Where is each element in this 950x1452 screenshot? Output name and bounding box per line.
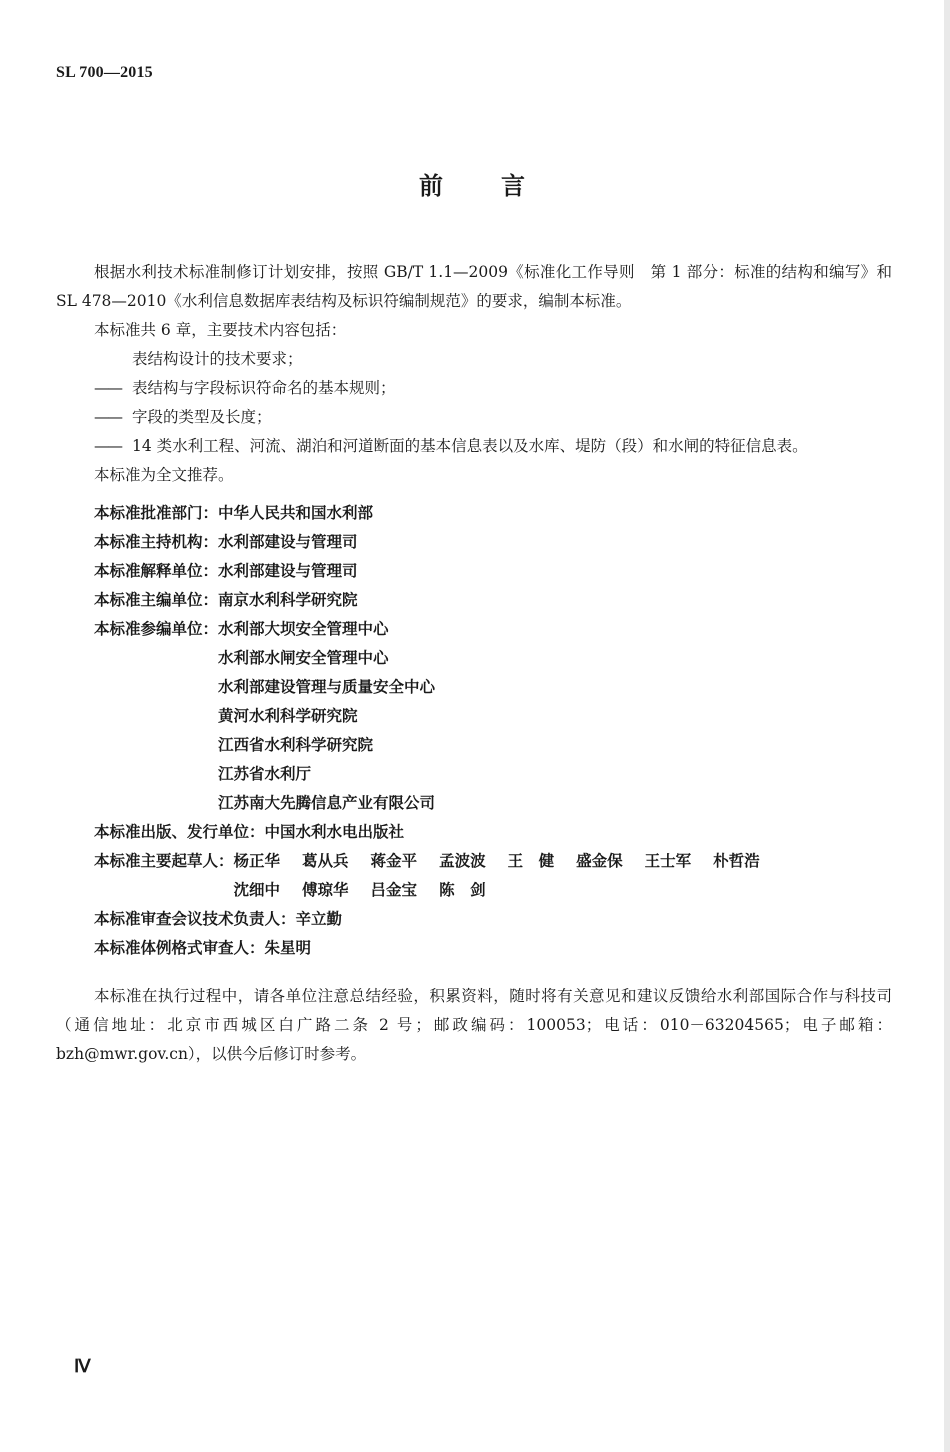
- title-char-2: 言: [501, 171, 525, 200]
- title-char-1: 前: [419, 171, 443, 200]
- dash-mark: ——: [94, 408, 121, 426]
- drafter-name: 孟波波: [439, 851, 486, 870]
- drafter-name: 吕金宝: [370, 880, 418, 899]
- drafters-line-2: [234, 875, 782, 904]
- participant-unit: 水利部大坝安全管理中心: [218, 619, 389, 638]
- participant-row: [56, 614, 892, 817]
- drafters-line-1: [234, 846, 782, 875]
- review-row: [56, 904, 892, 933]
- participant-unit: 黄河水利科学研究院: [218, 706, 358, 725]
- participant-unit: 水利部水闸安全管理中心: [218, 648, 389, 667]
- drafters-label: 本标准主要起草人：: [94, 851, 234, 870]
- participant-label: 本标准参编单位：: [94, 619, 219, 638]
- publisher-value: 中国水利水电出版社: [264, 822, 405, 841]
- drafter-name: 葛从兵: [302, 851, 349, 870]
- intro-paragraph-3: 本标准为全文推荐。: [94, 466, 234, 484]
- content-item-text: 表结构与字段标识符命名的基本规则；: [132, 379, 396, 397]
- chief-editor-label: 本标准主编单位：: [94, 590, 219, 609]
- content-item-text: 字段的类型及长度；: [132, 408, 272, 426]
- drafter-name: 王 健: [507, 851, 555, 870]
- drafter-name: 傅琼华: [302, 880, 349, 899]
- publisher-label: 本标准出版、发行单位：: [94, 822, 265, 841]
- content-item-2: [56, 374, 892, 403]
- document-code: SL 700—2015: [56, 64, 153, 81]
- host-value: 水利部建设与管理司: [218, 532, 358, 551]
- drafter-name: 杨正华: [233, 851, 281, 870]
- dash-mark: ——: [94, 379, 121, 397]
- page-title: [0, 166, 944, 201]
- participant-unit: 江苏南大先腾信息产业有限公司: [218, 793, 436, 812]
- review-label: 本标准审查会议技术负责人：: [94, 909, 296, 928]
- content-item-4: [56, 432, 892, 461]
- interpret-value: 水利部建设与管理司: [218, 561, 358, 580]
- review-value: 辛立勤: [295, 909, 343, 928]
- chief-editor-value: 南京水利科学研究院: [218, 590, 358, 609]
- host-row: [56, 527, 892, 556]
- approval-value: 中华人民共和国水利部: [218, 503, 374, 522]
- drafters-row: [56, 846, 892, 904]
- host-label: 本标准主持机构：: [94, 532, 219, 551]
- approval-row: [56, 498, 892, 527]
- approval-label: 本标准批准部门：: [94, 503, 219, 522]
- format-review-label: 本标准体例格式审查人：: [94, 938, 265, 957]
- intro-paragraph-2: 本标准共 6 章，主要技术内容包括：: [94, 321, 347, 339]
- intro-paragraph-1: 根据水利技术标准制修订计划安排，按照 GB/T 1.1—2009《标准化工作导则 第 1 部分：标准的结构和编写》和 SL 478—2010《水利信息数据库表结构及标识符编制规范》的要求，编制本标准。: [56, 263, 892, 310]
- chief-editor-row: [56, 585, 892, 614]
- participant-unit: 江西省水利科学研究院: [218, 735, 374, 754]
- drafter-name: 沈细中: [233, 880, 281, 899]
- drafter-name: 朴哲浩: [713, 851, 760, 870]
- dash-mark: ——: [94, 437, 121, 455]
- drafter-name: 王士军: [644, 851, 692, 870]
- document-body: [56, 258, 892, 1069]
- interpret-label: 本标准解释单位：: [94, 561, 219, 580]
- content-item-text: 14 类水利工程、河流、湖泊和河道断面的基本信息表以及水库、堤防（段）和水闸的特征信息表。: [132, 437, 808, 455]
- drafter-name: 陈 剑: [439, 880, 486, 899]
- content-item-1: 表结构设计的技术要求；: [132, 350, 303, 368]
- page-number: Ⅳ: [74, 1356, 91, 1376]
- participant-unit: 江苏省水利厅: [218, 764, 312, 783]
- format-review-value: 朱星明: [264, 938, 312, 957]
- content-item-3: [56, 403, 892, 432]
- closing-paragraph: 本标准在执行过程中，请各单位注意总结经验，积累资料，随时将有关意见和建议反馈给水利部国际合作与科技司（通信地址：北京市西城区白广路二条 2 号；邮政编码：100053；电话：010－63204565；电子邮箱：bzh@mwr.gov.cn），以供今后修订时参考。: [56, 987, 892, 1063]
- drafter-name: 蒋金平: [370, 851, 418, 870]
- format-review-row: [56, 933, 892, 962]
- participant-unit: 水利部建设管理与质量安全中心: [218, 677, 436, 696]
- publisher-row: [56, 817, 892, 846]
- drafter-name: 盛金保: [576, 851, 623, 870]
- interpret-row: [56, 556, 892, 585]
